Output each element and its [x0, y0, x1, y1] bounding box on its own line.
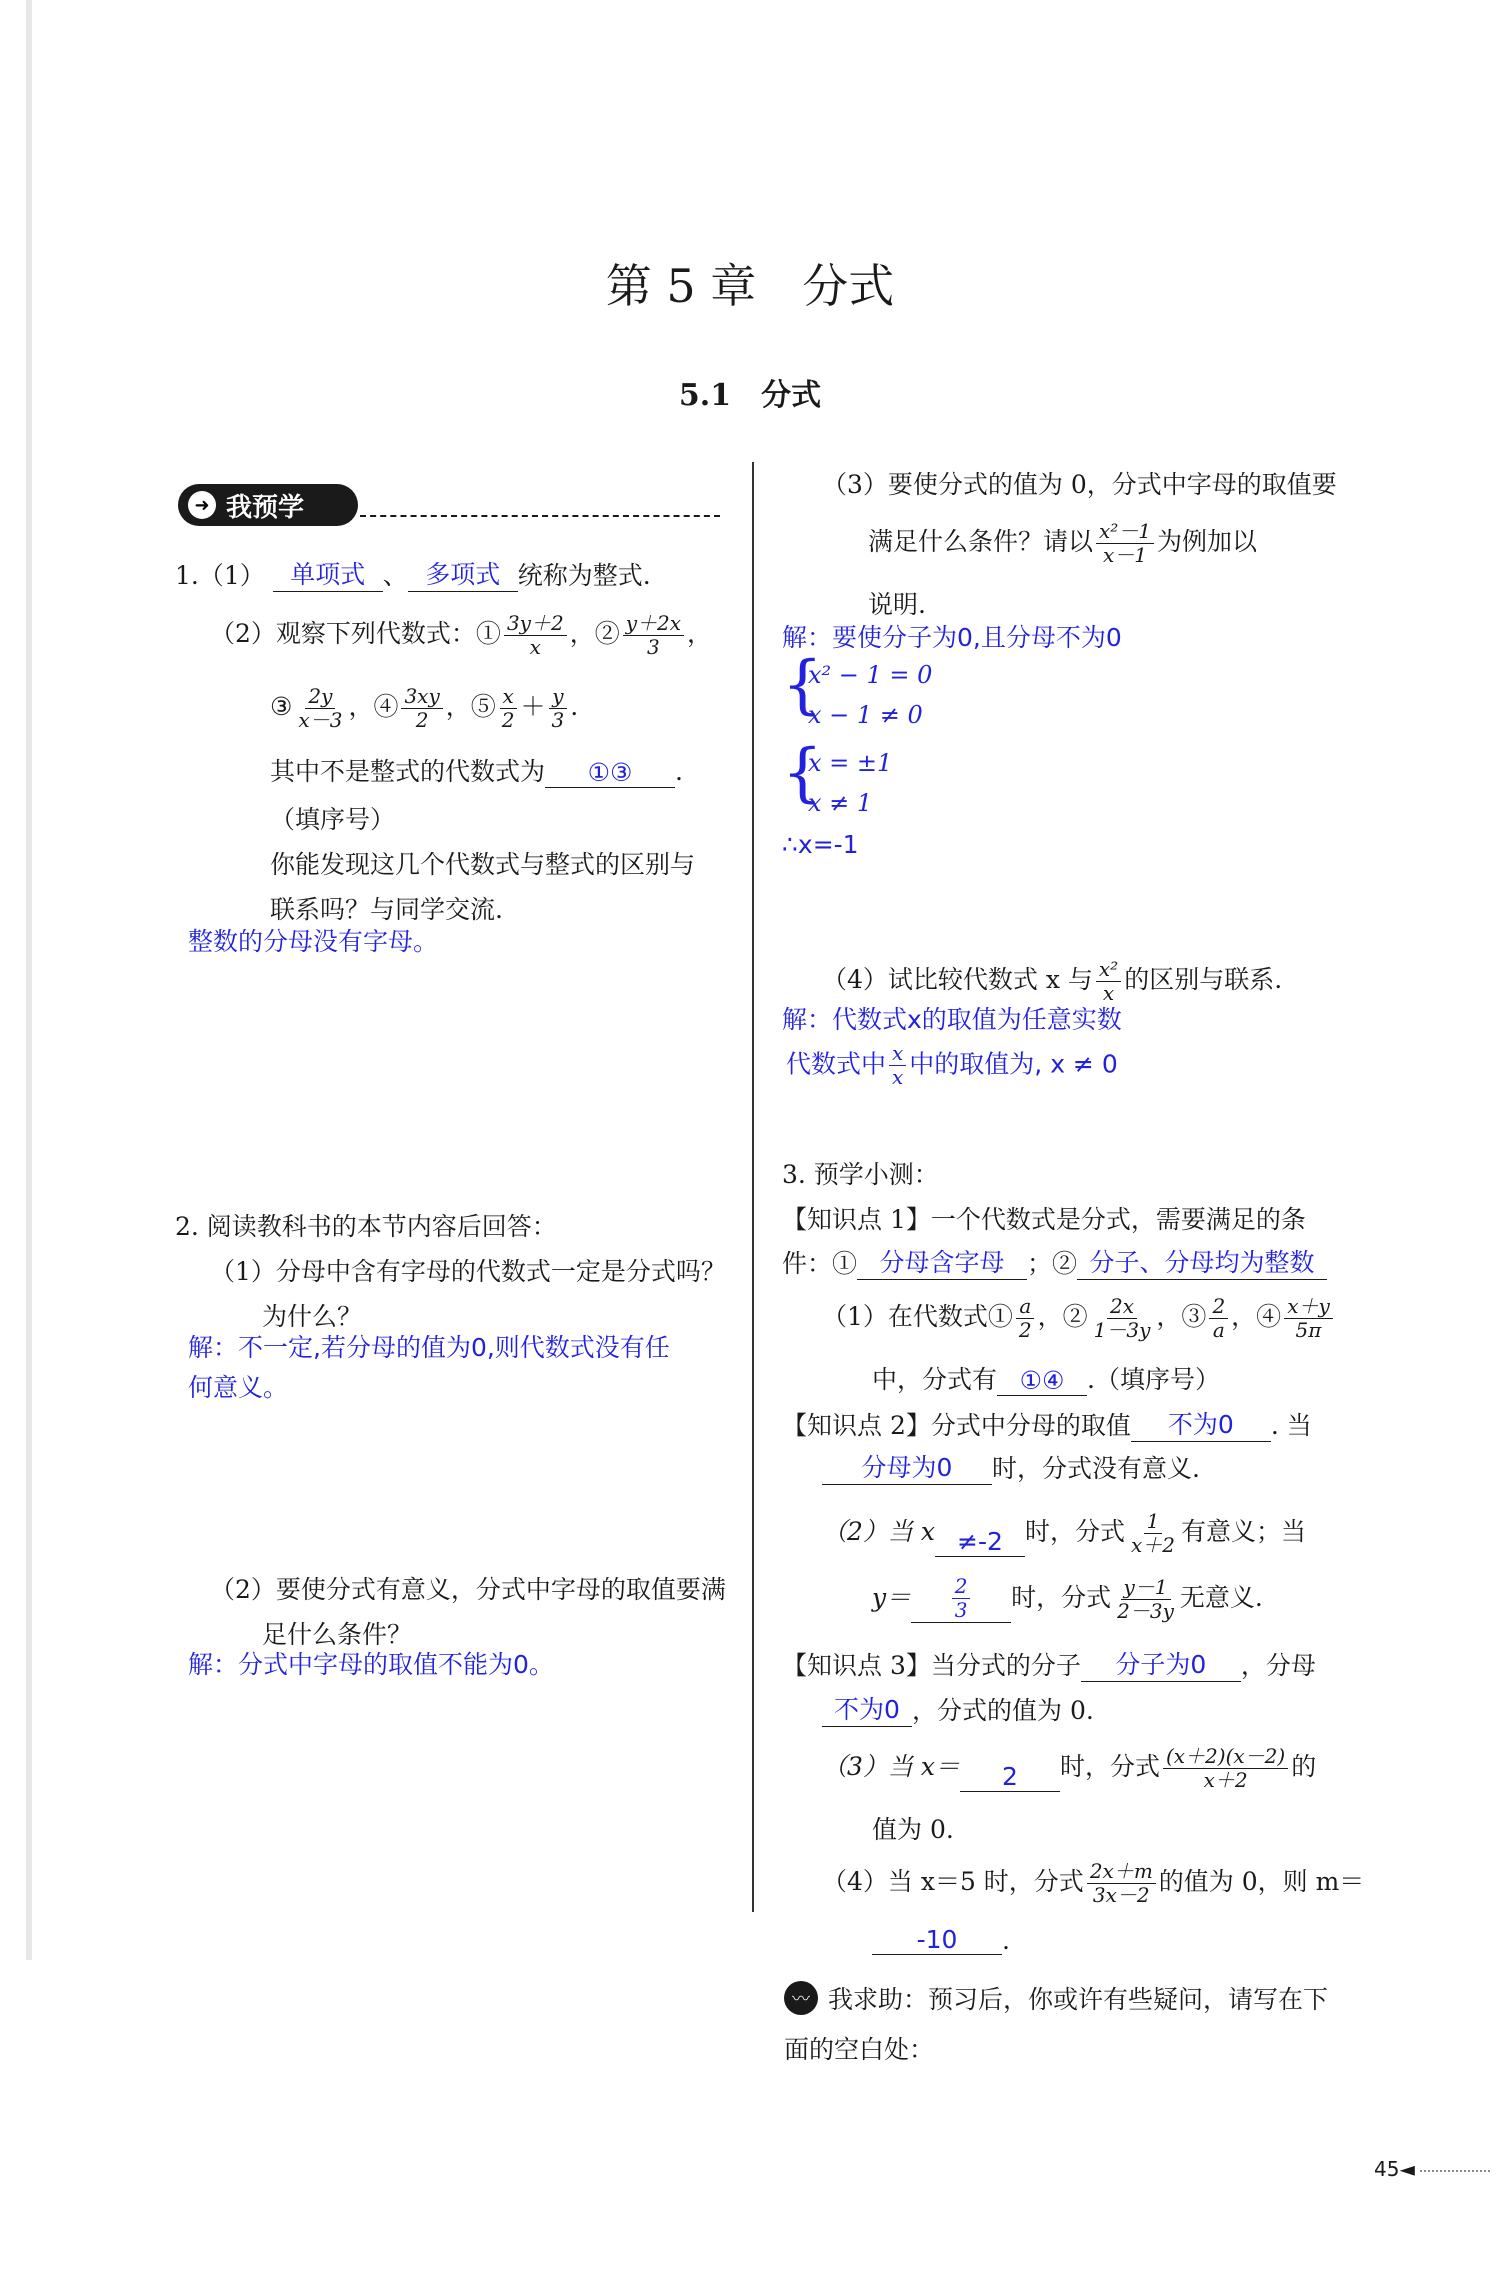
preview-badge — [178, 484, 358, 526]
s3-answer: 2 — [960, 1762, 1060, 1792]
q1-discuss-2: 联系吗？与同学交流. — [270, 895, 503, 924]
preview-badge-label: 我预学 — [226, 492, 305, 523]
k3-answer-2: 不为0 — [822, 1690, 912, 1727]
system-1: x² − 1 = 0 x − 1 ≠ 0 — [808, 661, 933, 729]
q1-not-integer-answer: ①③ — [545, 758, 675, 788]
k1-answer-2: 分子、分母均为整数 — [1077, 1243, 1327, 1280]
q2-part4-answer-1: 解：代数式x的取值为任意实数 — [782, 1005, 1122, 1034]
help-text-1: 我求助：预习后，你或许有些疑问，请写在下 — [828, 1985, 1329, 2014]
fraction: $\frac{x+y}{5\pi}$ — [1284, 1295, 1333, 1342]
knowledge-2-a: 【知识点 2】分式中分母的取值 不为0 . 当 — [782, 1405, 1312, 1442]
section-title: 5.1 分式 — [678, 378, 822, 413]
arrow-icon: ➜ — [188, 491, 216, 519]
knowledge-1-b: 件：① 分母含字母 ；② 分子、分母均为整数 — [782, 1243, 1327, 1280]
s4-line1: （4）当 x＝5 时，分式 $\frac{2x+m}{3x-2}$ 的值为 0，则 m＝ — [822, 1859, 1365, 1907]
q2-part1-answer-2: 何意义。 — [188, 1373, 289, 1402]
k2-answer-1: 不为0 — [1131, 1405, 1271, 1442]
q1-not-integer: 其中不是整式的代数式为 ①③ . — [270, 757, 683, 787]
fraction: $\frac{1}{x+2}$ — [1130, 1509, 1175, 1557]
fraction: $\frac{a}{2}$ — [1016, 1295, 1035, 1342]
chapter-title: 第 5 章 分式 — [605, 259, 895, 313]
q1-part2-line1: （2）观察下列代数式：① $\frac{3y+2}{x}$ ，② $\frac{y+2x}{3}$ ， — [210, 611, 713, 659]
q3-lead: 3. 预学小测： — [782, 1160, 939, 1189]
s2-line2: y＝ $\frac{2}{3}$ 时，分式 $\frac{y-1}{2-3y}$ 无意义. — [872, 1574, 1263, 1623]
fraction: $\frac{(x+2)(x-2)}{x+2}$ — [1163, 1745, 1288, 1792]
q2-part3-answer: 解：要使分子为0,且分母不为0 — [782, 623, 1122, 652]
page-number: 45◄ — [1374, 2157, 1415, 2181]
fraction: $\frac{3y+2}{x}$ — [504, 612, 567, 659]
knowledge-3-b: 不为0 ，分式的值为 0. — [822, 1690, 1094, 1727]
fraction: $\frac{2x}{1-3y}$ — [1093, 1294, 1151, 1342]
q2-part2-answer: 解：分式中字母的取值不能为0。 — [188, 1650, 554, 1679]
s4-answer: -10 — [872, 1925, 1002, 1955]
k2-answer-2: 分母为0 — [822, 1448, 992, 1485]
q1-discuss-answer: 整数的分母没有字母。 — [188, 927, 439, 956]
q1-answer-2: 多项式 — [408, 555, 518, 592]
s1-line2: 中，分式有 ①④ .（填序号） — [872, 1365, 1220, 1395]
knowledge-1-a: 【知识点 1】一个代数式是分式，需要满足的条 — [782, 1205, 1306, 1234]
k3-answer-1: 分子为0 — [1081, 1645, 1241, 1682]
fraction: $\frac{y}{3}$ — [549, 685, 568, 732]
q2-part1-a: （1）分母中含有字母的代数式一定是分式吗？ — [210, 1257, 726, 1286]
fraction: $\frac{y-1}{2-3y}$ — [1117, 1575, 1174, 1623]
s1-answer: ①④ — [997, 1366, 1087, 1396]
q1-part1: 1.（1） 单项式 、 多项式 统称为整式. — [175, 555, 651, 592]
system-brace-1: { — [782, 648, 823, 722]
system-brace-2: { — [782, 736, 823, 810]
system-2: x = ±1 x ≠ 1 — [808, 749, 893, 817]
q2-part1-answer-1: 解：不一定,若分母的值为0,则代数式没有任 — [188, 1333, 670, 1362]
s3-line1: （3）当 x＝ 2 时，分式 $\frac{(x+2)(x-2)}{x+2}$ 的 — [822, 1744, 1317, 1792]
q2-part2-a: （2）要使分式有意义，分式中字母的取值要满 — [210, 1575, 726, 1604]
s2-answer-1: ≠-2 — [935, 1527, 1025, 1557]
s4-line2: -10 . — [872, 1925, 1010, 1955]
q2-part3-a: （3）要使分式的值为 0，分式中字母的取值要 — [822, 470, 1337, 499]
q1-answer-1: 单项式 — [273, 555, 383, 592]
column-divider — [752, 462, 754, 1912]
s3-line2: 值为 0. — [872, 1815, 954, 1844]
k1-answer-1: 分母含字母 — [857, 1243, 1027, 1280]
s2-line1: （2）当 x ≠-2 时，分式 $\frac{1}{x+2}$ 有意义；当 — [822, 1509, 1306, 1557]
fraction: $\frac{\text{x²}}{x}$ — [1096, 958, 1121, 1005]
fraction: $\frac{\text{x²－1}}{x-1}$ — [1096, 520, 1154, 567]
q2-part3-c: 说明. — [868, 590, 926, 619]
s2-answer-2: $\frac{2}{3}$ — [911, 1575, 1011, 1623]
fraction: $\frac{2y}{x-3}$ — [298, 684, 343, 732]
knowledge-2-b: 分母为0 时，分式没有意义. — [822, 1448, 1200, 1485]
q1-part2-line2: ③ $\frac{2y}{x-3}$ ，④ $\frac{3xy}{2}$ ，⑤ $\frac{x}{2}$ ＋ $\frac{y}{3}$ . — [270, 684, 579, 732]
q2-part2-b: 足什么条件？ — [262, 1620, 413, 1649]
page-number-dots — [1420, 2170, 1490, 2172]
fraction: $\frac{2x+m}{3x-2}$ — [1087, 1860, 1156, 1907]
badge-dashed-line — [360, 515, 720, 517]
help-row — [784, 1980, 1328, 2016]
fraction: $\frac{3xy}{2}$ — [401, 685, 442, 732]
fraction: $\frac{y+2x}{3}$ — [623, 612, 684, 659]
fill-order-note: （填序号） — [270, 805, 396, 834]
q2-part4-answer-2: 代数式中 $\frac{x}{x}$ 中的取值为, x ≠ 0 — [786, 1041, 1118, 1089]
knowledge-3-a: 【知识点 3】当分式的分子 分子为0 ，分母 — [782, 1645, 1316, 1682]
fraction: $\frac{2}{a}$ — [1209, 1295, 1228, 1342]
q2-part1-b: 为什么？ — [262, 1302, 363, 1331]
help-wave-icon: 〰 — [784, 1981, 818, 2015]
s1-line1: （1）在代数式① $\frac{a}{2}$ ，② $\frac{2x}{1-3y}$ ，③ $\frac{2}{a}$ ，④ $\frac{x+y}{5\pi}$ — [822, 1295, 1336, 1342]
system-conclusion: ∴x=-1 — [782, 830, 859, 859]
q2-lead: 2. 阅读教科书的本节内容后回答： — [175, 1212, 557, 1241]
fraction: $\frac{x}{2}$ — [499, 685, 518, 732]
q2-part3-b: 满足什么条件？请以 $\frac{\text{x²－1}}{x-1}$ 为例加以 — [868, 519, 1258, 567]
q2-part4: （4）试比较代数式 x 与 $\frac{\text{x²}}{x}$ 的区别与联系. — [822, 957, 1283, 1005]
fraction: $\frac{x}{x}$ — [889, 1042, 906, 1089]
help-text-2: 面的空白处： — [784, 2035, 935, 2064]
q1-discuss-1: 你能发现这几个代数式与整式的区别与 — [270, 850, 696, 879]
